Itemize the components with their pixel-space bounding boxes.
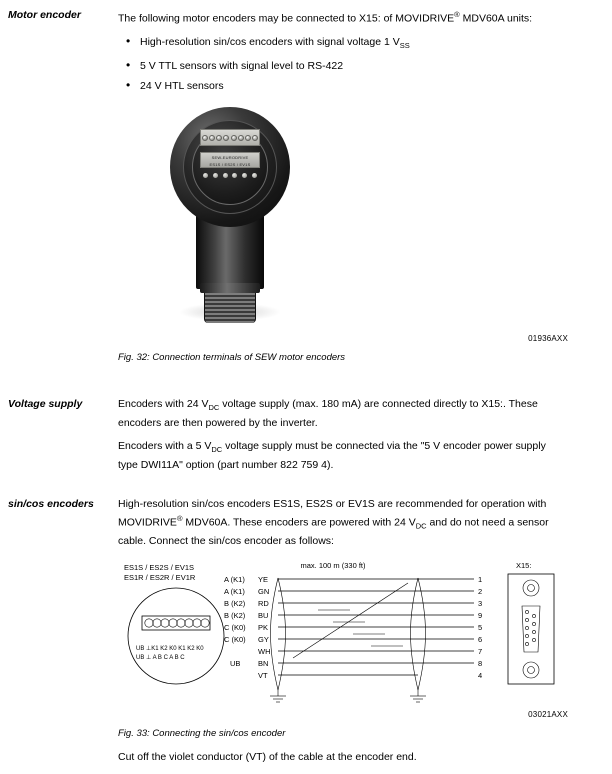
section-label-motor-encoder: Motor encoder — [8, 9, 81, 21]
terminal-screw — [223, 135, 229, 141]
contact-pin — [223, 173, 228, 178]
list-item — [118, 59, 568, 73]
figure-32-code: 01936AXX — [528, 334, 568, 344]
svg-text:9: 9 — [478, 611, 483, 621]
wiring-diagram-svg — [118, 558, 568, 708]
terminal-screw — [209, 135, 215, 141]
svg-text:3: 3 — [478, 599, 483, 609]
sc-p1-c: and do not need a sensor cable. Connect the sin/cos encoder as follows: — [118, 516, 549, 547]
svg-text:B (K2): B (K2) — [224, 611, 246, 621]
encoder-device-image — [170, 107, 290, 325]
section-label-sincos-encoders: sin/cos encoders — [8, 498, 94, 511]
nameplate-line-1: SEW-EURODRIVE — [211, 155, 249, 161]
terminal-screw — [252, 135, 258, 141]
vs-p1-sub: DC — [208, 403, 220, 413]
registered-mark: ® — [454, 10, 460, 19]
pin-numbers — [478, 575, 482, 680]
vs-p1-b: voltage supply (max. 180 mA) are connected directly to X15:. These encoders are then powered by the inverter. — [118, 398, 538, 429]
svg-text:UB: UB — [230, 659, 241, 669]
section-motor-encoder — [0, 8, 612, 379]
bullet-subscript: SS — [399, 41, 410, 51]
terminal-screw — [245, 135, 251, 141]
svg-text:B (K2): B (K2) — [224, 599, 246, 609]
sc-p1-b: MDV60A. These encoders are powered with 24 V — [182, 516, 416, 529]
shield-ground-left — [270, 690, 286, 702]
connector-label: X15: — [516, 561, 532, 571]
sc-p1-sub: DC — [415, 521, 427, 531]
vs-p2-b: voltage supply must be connected via the "5 V encoder power supply type DWI11A" option (part number 822 759 4). — [118, 440, 546, 471]
voltage-supply-paragraph-1 — [118, 397, 568, 430]
contact-pin — [252, 173, 257, 178]
svg-text:A (K1): A (K1) — [224, 575, 245, 585]
list-item — [118, 35, 568, 53]
contact-pin — [232, 173, 237, 178]
section-sincos-encoders — [0, 497, 612, 774]
svg-text:RD: RD — [258, 599, 269, 609]
terminal-screw — [216, 135, 222, 141]
sincos-closing-note: Cut off the violet conductor (VT) of the cable at the encoder end. — [118, 751, 417, 764]
figure-33-caption: Fig. 33: Connecting the sin/cos encoder — [118, 727, 286, 739]
figure-33-code: 03021AXX — [528, 710, 568, 720]
signal-wires — [224, 575, 474, 680]
svg-text:BN: BN — [258, 659, 269, 669]
svg-text:WH: WH — [258, 647, 271, 657]
contact-pin — [213, 173, 218, 178]
motor-encoder-intro-2: MDV60A units: — [459, 12, 533, 25]
cable-length-label: max. 100 m (330 ft) — [300, 561, 366, 571]
svg-text:C (K0): C (K0) — [224, 623, 246, 633]
section-voltage-supply — [0, 397, 612, 481]
registered-mark: ® — [176, 513, 183, 523]
encoder-contact-pins — [203, 173, 257, 178]
svg-text:A (K1): A (K1) — [224, 587, 245, 597]
encoder-head — [170, 107, 290, 227]
motor-encoder-bullet-list — [118, 35, 568, 93]
svg-text:7: 7 — [478, 647, 483, 657]
motor-encoder-intro-1: The following motor encoders may be connected to X15: of MOVIDRIVE — [118, 12, 455, 25]
svg-text:4: 4 — [478, 671, 483, 681]
motor-encoder-intro — [118, 8, 568, 26]
contact-pin — [203, 173, 208, 178]
svg-text:PK: PK — [258, 623, 269, 633]
encoder-nameplate — [200, 152, 260, 168]
section-body-voltage-supply — [118, 397, 612, 481]
vs-p2-sub: DC — [211, 445, 223, 455]
encoder-threaded-shaft — [204, 293, 256, 323]
encoder-photo — [118, 107, 568, 332]
vs-p2-a: Encoders with a 5 V — [118, 440, 212, 453]
figure-32-caption: Fig. 32: Connection terminals of SEW motor encoders — [118, 351, 346, 363]
contact-pin — [242, 173, 247, 178]
encoder-terminal-strip — [200, 129, 260, 146]
vs-p1-a: Encoders with 24 V — [118, 398, 209, 411]
section-label-voltage-supply: Voltage supply — [8, 398, 83, 411]
svg-text:5: 5 — [478, 623, 483, 633]
sc-p1-a: High-resolution sin/cos encoders ES1S, ES2S or EV1S are recommended for operation with MOVIDRIVE — [118, 498, 547, 529]
svg-text:VT: VT — [258, 671, 268, 681]
voltage-supply-paragraph-2 — [118, 439, 568, 472]
svg-text:YE: YE — [258, 575, 269, 585]
svg-text:C (K0): C (K0) — [224, 635, 246, 645]
encoder-types-line1: ES1S / ES2S / EV1S — [124, 563, 195, 573]
bullet-text: 5 V TTL sensors with signal level to RS-422 — [140, 60, 344, 73]
svg-text:1: 1 — [478, 575, 483, 585]
wiring-diagram — [118, 558, 568, 706]
svg-text:6: 6 — [478, 635, 483, 645]
bullet-text: 24 V HTL sensors — [140, 80, 224, 93]
nameplate-line-2: ES1S / ES2S / EV1S — [209, 162, 251, 168]
list-item — [118, 79, 568, 93]
shield-ground-right — [410, 690, 426, 702]
svg-text:BU: BU — [258, 611, 269, 621]
bullet-text: High-resolution sin/cos encoders with signal voltage 1 V — [140, 36, 400, 48]
svg-text:2: 2 — [478, 587, 483, 597]
terminal-screw — [202, 135, 208, 141]
section-body-motor-encoder — [118, 8, 612, 379]
terminal-screw — [231, 135, 237, 141]
terminal-row-2: UB ⊥ A B C A B C — [136, 655, 185, 662]
svg-text:8: 8 — [478, 659, 483, 669]
section-body-sincos-encoders — [118, 497, 612, 774]
encoder-collar — [200, 283, 260, 293]
terminal-row-1: UB ⊥K1 K2 K0 K1 K2 K0 — [136, 646, 204, 653]
terminal-screw — [238, 135, 244, 141]
sincos-paragraph-1 — [118, 497, 568, 548]
svg-text:GY: GY — [258, 635, 269, 645]
encoder-types-line2: ES1R / ES2R / EV1R — [124, 573, 196, 583]
svg-text:GN: GN — [258, 587, 270, 597]
